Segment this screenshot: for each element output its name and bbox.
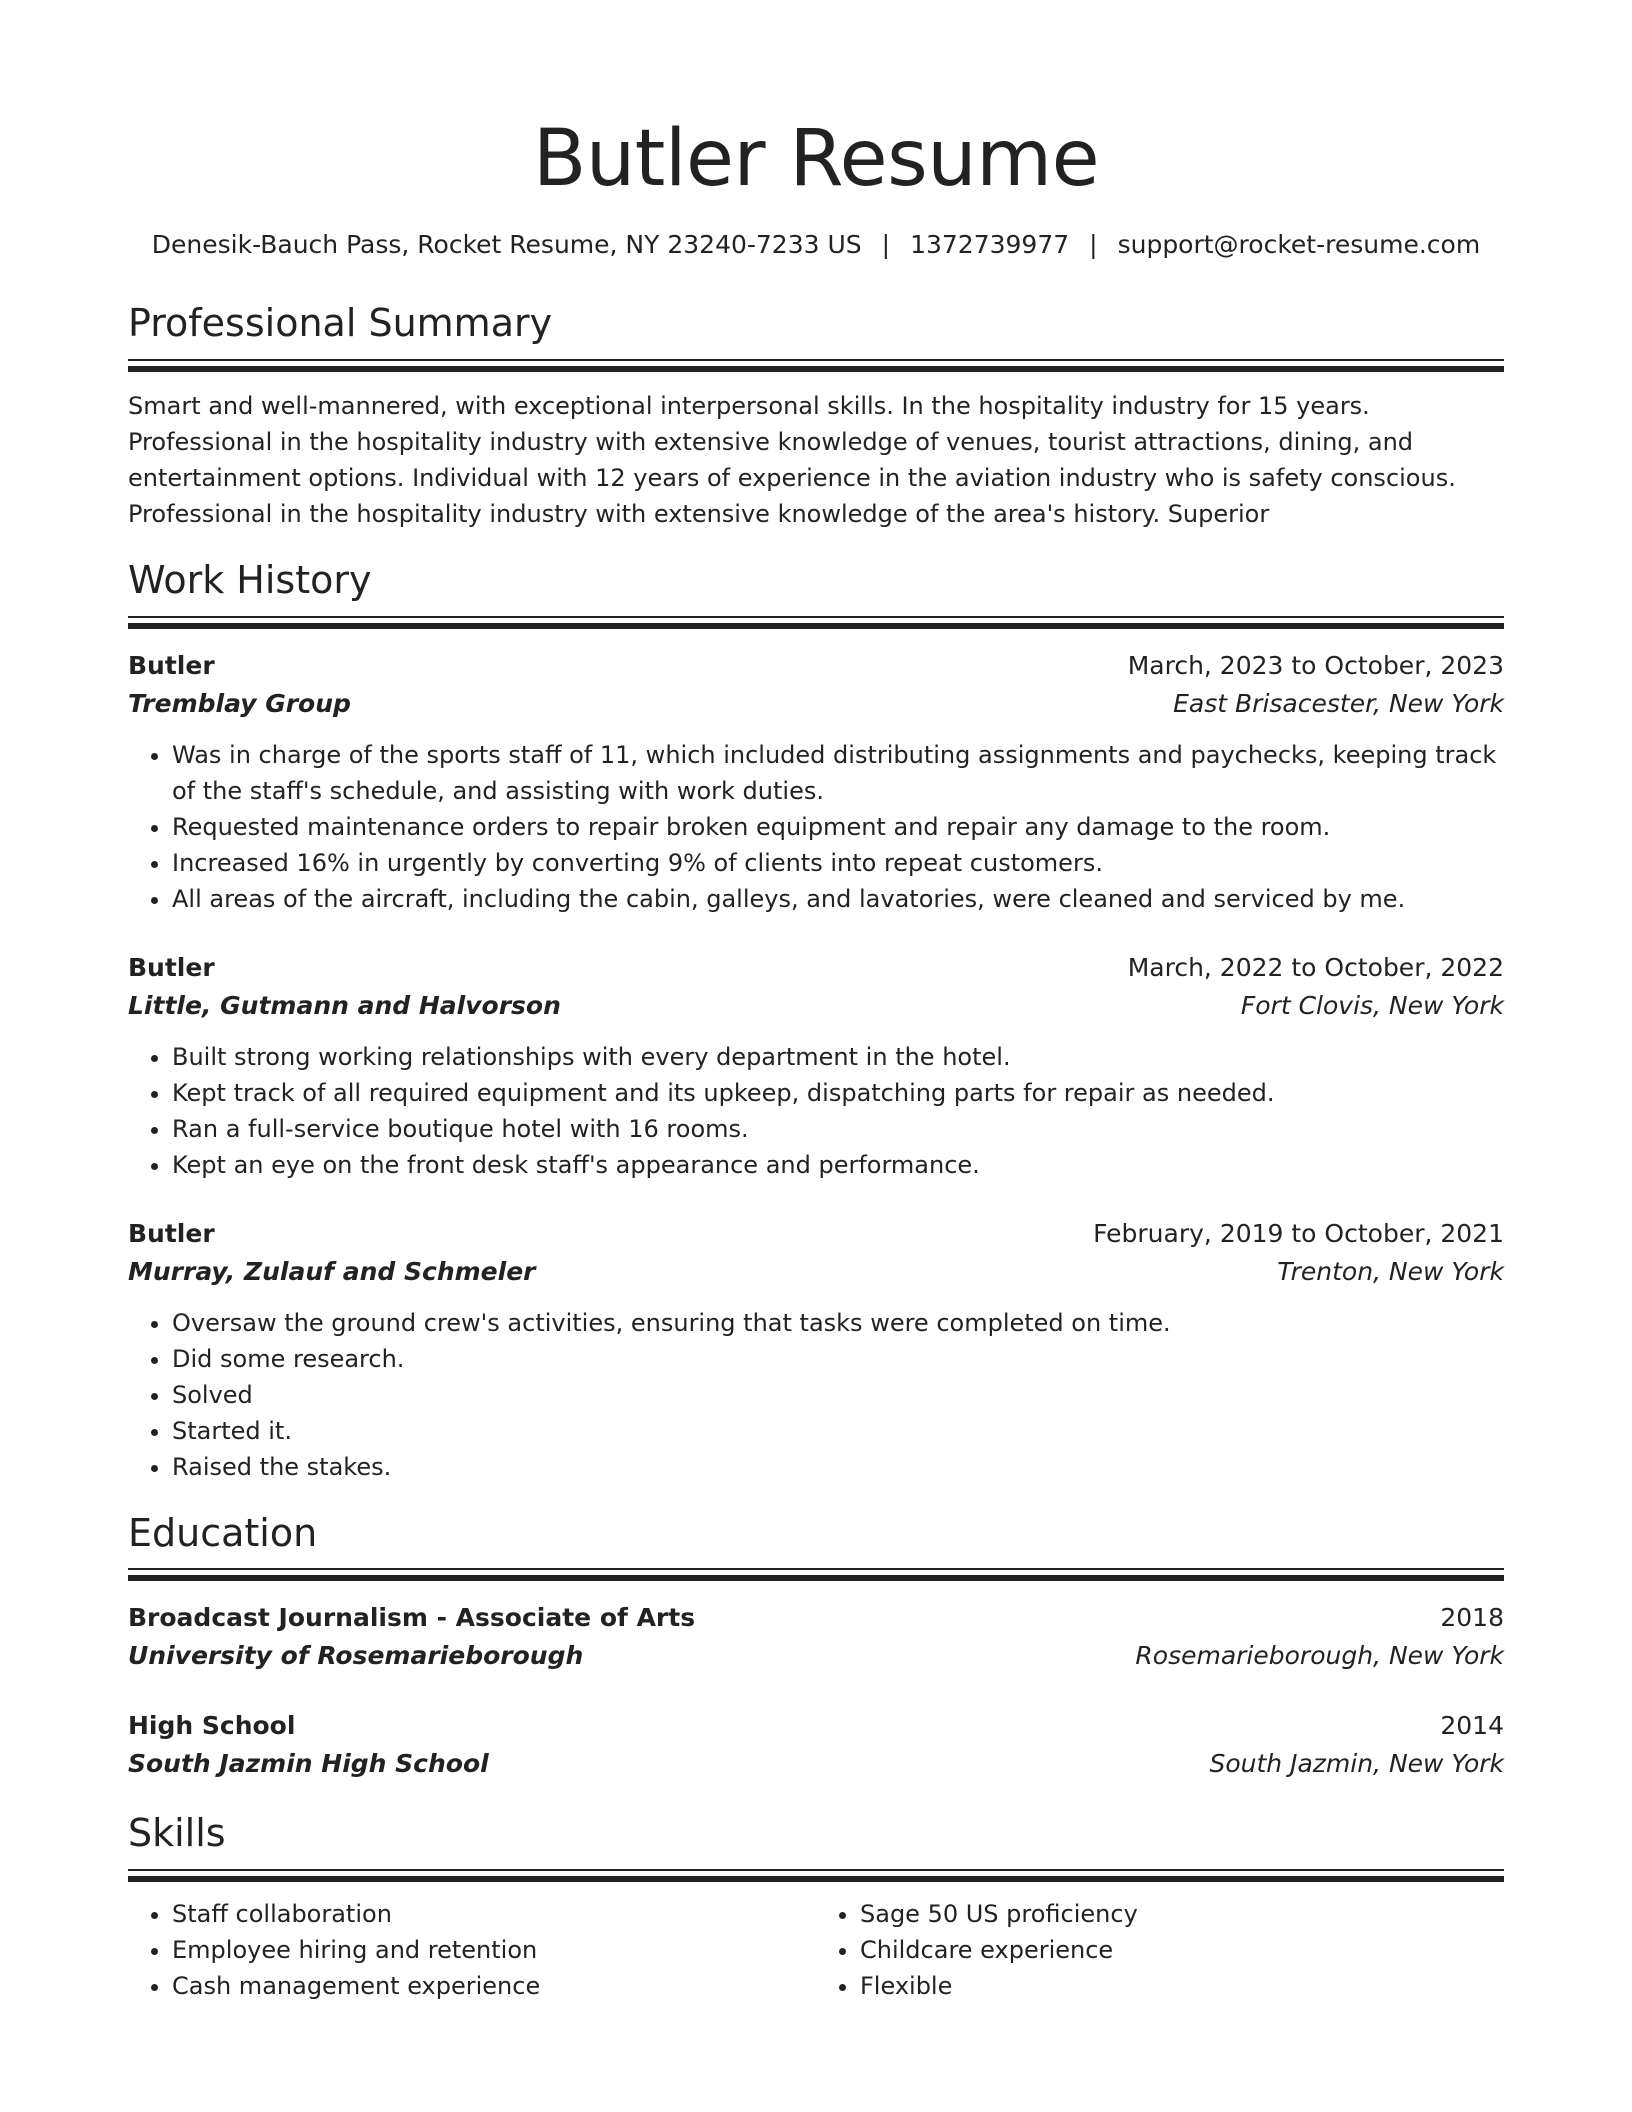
list-item: • Built strong working relationships with every department in the hotel.: [172, 1039, 1504, 1075]
job-bullets: [128, 737, 1504, 917]
section-divider: [128, 1869, 1504, 1882]
list-item: • Solved: [172, 1377, 1504, 1413]
section-divider: [128, 359, 1504, 372]
section-title: Work History: [128, 557, 372, 602]
job-location: East Brisacester, New York: [1173, 688, 1504, 718]
education-entry: [128, 1599, 1504, 1675]
job-bullets: [128, 1039, 1504, 1183]
education-location: South Jazmin, New York: [1209, 1749, 1504, 1779]
job-company: Tremblay Group: [128, 688, 351, 718]
job-entry: [128, 949, 1504, 1183]
summary-text: Smart and well-mannered, with exceptional interpersonal skills. In the hospitality industry for 15 years. Professional in the hospitality industry with extensive knowledge of venues, tourist attractions, dining, and entertainment options. Individual with 12 years of experience in the aviation industry who is safety conscious. Professional in the hospitality industry with extensive knowledge of the area's history. Superior: [128, 391, 1456, 528]
education-entry: [128, 1707, 1504, 1783]
job-role: Butler: [128, 952, 215, 982]
job-role: Butler: [128, 1218, 215, 1248]
list-item: • All areas of the aircraft, including the cabin, galleys, and lavatories, were cleaned and serviced by me.: [172, 881, 1504, 917]
education-section: [128, 1510, 1504, 1784]
job-bullets: [128, 1305, 1504, 1485]
education-year: 2014: [1440, 1711, 1504, 1741]
education-school: South Jazmin High School: [128, 1749, 489, 1779]
education-degree: Broadcast Journalism - Associate of Arts: [128, 1603, 696, 1633]
list-item: • Employee hiring and retention: [172, 1932, 816, 1968]
job-dates: March, 2022 to October, 2022: [1127, 952, 1504, 982]
education-school: University of Rosemarieborough: [128, 1641, 584, 1671]
list-item: • Kept track of all required equipment and its upkeep, dispatching parts for repair as needed.: [172, 1075, 1504, 1111]
list-item: • Raised the stakes.: [172, 1449, 1504, 1485]
list-item: • Oversaw the ground crew's activities, ensuring that tasks were completed on time.: [172, 1305, 1504, 1341]
job-dates: March, 2023 to October, 2023: [1127, 650, 1504, 680]
job-entry: [128, 647, 1504, 917]
list-item: • Sage 50 US proficiency: [860, 1896, 1504, 1932]
contact-phone: 1372739977: [910, 230, 1070, 259]
list-item: • Did some research.: [172, 1341, 1504, 1377]
section-title: Skills: [128, 1811, 226, 1856]
work-history-section: [128, 557, 1504, 1485]
list-item: • Was in charge of the sports staff of 11, which included distributing assignments and paychecks, keeping track of the staff's schedule, and assisting with work duties.: [172, 737, 1504, 809]
skills-list-right: [816, 1896, 1504, 2004]
contact-email: support@rocket-resume.com: [1117, 230, 1481, 259]
section-title: Education: [128, 1510, 318, 1555]
contact-separator: |: [1089, 230, 1098, 259]
list-item: • Cash management experience: [172, 1968, 816, 2004]
education-location: Rosemarieborough, New York: [1135, 1641, 1504, 1671]
education-year: 2018: [1440, 1603, 1504, 1633]
summary-section: [128, 303, 1504, 532]
list-item: • Kept an eye on the front desk staff's appearance and performance.: [172, 1147, 1504, 1183]
job-location: Fort Clovis, New York: [1240, 990, 1504, 1020]
list-item: • Started it.: [172, 1413, 1504, 1449]
list-item: • Requested maintenance orders to repair broken equipment and repair any damage to the room.: [172, 809, 1504, 845]
job-dates: February, 2019 to October, 2021: [1093, 1218, 1504, 1248]
contact-address: Denesik-Bauch Pass, Rocket Resume, NY 23240-7233 US: [151, 230, 862, 259]
contact-line: [128, 230, 1504, 259]
job-role: Butler: [128, 650, 215, 680]
list-item: • Flexible: [860, 1968, 1504, 2004]
section-divider: [128, 1568, 1504, 1581]
job-company: Murray, Zulauf and Schmeler: [128, 1256, 536, 1286]
skills-list-left: [128, 1896, 816, 2004]
skills-section: [128, 1813, 1504, 2004]
contact-separator: |: [881, 230, 891, 259]
list-item: • Increased 16% in urgently by converting 9% of clients into repeat customers.: [172, 845, 1504, 881]
skills-grid: [128, 1896, 1504, 2004]
list-item: • Childcare experience: [860, 1932, 1504, 1968]
job-company: Little, Gutmann and Halvorson: [128, 990, 561, 1020]
list-item: • Ran a full-service boutique hotel with 16 rooms.: [172, 1111, 1504, 1147]
job-entry: [128, 1215, 1504, 1485]
list-item: • Staff collaboration: [172, 1896, 816, 1932]
education-degree: High School: [128, 1711, 296, 1741]
section-title: Professional Summary: [128, 301, 553, 345]
section-divider: [128, 616, 1504, 629]
resume-title: Butler Resume: [532, 114, 1100, 204]
job-location: Trenton, New York: [1277, 1256, 1504, 1286]
